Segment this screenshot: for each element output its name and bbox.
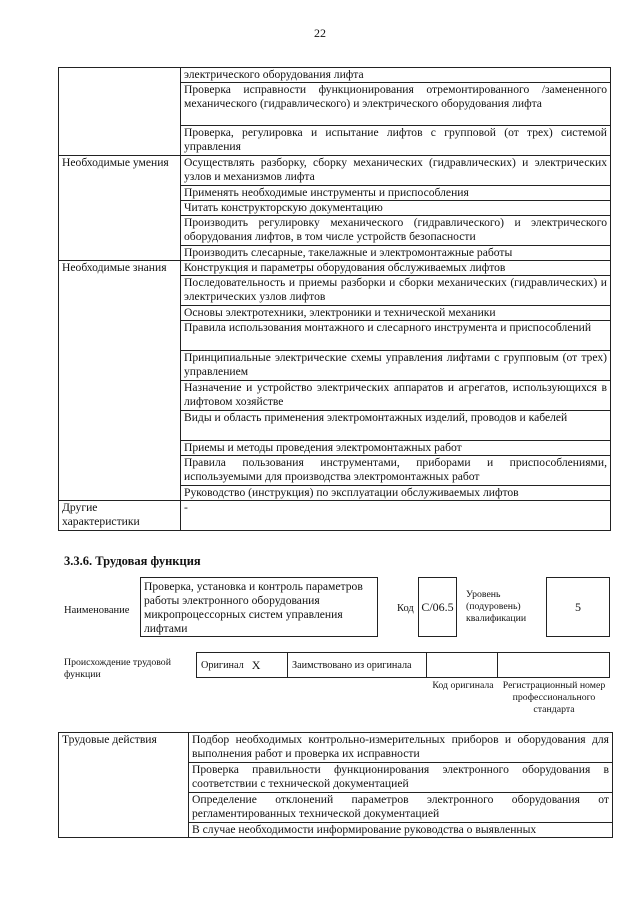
table-cell: Определение отклонений параметров электронного оборудования от регламентированных технической документацией — [189, 793, 613, 823]
borrowed-cell — [287, 652, 427, 678]
table-cell: Принципиальные электрические схемы управления лифтами с групповым (от трех) управлением — [181, 351, 611, 381]
labor-actions-table — [58, 732, 613, 838]
table-cell: Производить регулировку механического (гидравлического) и электрического оборудования лифтов, в том числе устройств безопасности — [181, 216, 611, 246]
row-label-other: Другие характеристики — [59, 501, 181, 531]
table-cell: Читать конструкторскую документацию — [181, 201, 611, 216]
table-cell: В случае необходимости информирование руководства о выявленных — [189, 823, 613, 838]
function-name-box: Проверка, установка и контроль параметров работы электронного оборудования микропроцессорных систем управления лифтами — [140, 577, 378, 637]
code-orig-label: Код оригинала — [432, 680, 494, 691]
original-label: Оригинал — [201, 659, 244, 671]
table-cell: Осуществлять разборку, сборку механических (гидравлических) и электрических узлов и механизмов лифта — [181, 156, 611, 186]
origin-label: Происхождение трудовой функции — [64, 657, 171, 680]
level-box: 5 — [546, 577, 610, 637]
row-label-skills: Необходимые умения — [59, 156, 181, 261]
table-cell: Правила использования монтажного и слесарного инструмента и приспособлений — [181, 321, 611, 351]
table-cell: Руководство (инструкция) по эксплуатации обслуживаемых лифтов — [181, 486, 611, 501]
table-cell: - — [181, 501, 611, 531]
row-label-knowledge: Необходимые знания — [59, 261, 181, 501]
reg-number-label: Регистрационный номер профессионального стандарта — [502, 680, 606, 715]
table-cell: Проверка, регулировка и испытание лифтов с групповой (от трех) системой управления — [181, 126, 611, 156]
reg-number-cell — [497, 652, 610, 678]
table-cell: Правила пользования инструментами, приборами и приспособлениями, используемыми для производства электромонтажных работ — [181, 456, 611, 486]
code-orig-cell — [426, 652, 498, 678]
table-cell: Применять необходимые инструменты и приспособления — [181, 186, 611, 201]
table-cell: Виды и область применения электромонтажных изделий, проводов и кабелей — [181, 411, 611, 441]
table-cell: Производить слесарные, такелажные и электромонтажные работы — [181, 246, 611, 261]
row-label-actions: Трудовые действия — [59, 733, 189, 838]
origin-row — [196, 652, 610, 678]
table-cell: Назначение и устройство электрических аппаратов и агрегатов, использующихся в лифтовом хозяйстве — [181, 381, 611, 411]
table-cell: Приемы и методы проведения электромонтажных работ — [181, 441, 611, 456]
table-cell: электрического оборудования лифта — [181, 68, 611, 83]
table-cell: Конструкция и параметры оборудования обслуживаемых лифтов — [181, 261, 611, 276]
original-cell — [196, 652, 288, 678]
code-label: Код — [397, 603, 414, 614]
row-label-empty — [59, 68, 181, 156]
table-cell: Проверка правильности функционирования электронного оборудования в соответствии с технической документацией — [189, 763, 613, 793]
borrowed-label: Заимствовано из оригинала — [292, 659, 412, 671]
original-mark: X — [251, 657, 261, 672]
table-cell: Подбор необходимых контрольно-измерительных приборов и оборудования для выполнения работ и проверка их исправности — [189, 733, 613, 763]
table-cell: Основы электротехники, электроники и технической механики — [181, 306, 611, 321]
table-cell: Последовательность и приемы разборки и сборки механических (гидравлических) и электрических узлов лифтов — [181, 276, 611, 306]
function-code-box: C/06.5 — [418, 577, 457, 637]
skills-knowledge-table — [58, 67, 611, 531]
name-label: Наименование — [64, 605, 130, 616]
level-label: Уровень (подуровень) квалификации — [466, 589, 527, 624]
page-number: 22 — [314, 26, 326, 40]
section-heading: 3.3.6. Трудовая функция — [64, 554, 201, 568]
table-cell: Проверка исправности функционирования отремонтированного /замененного механического (гидравлического) и электрического оборудования лифта — [181, 83, 611, 126]
